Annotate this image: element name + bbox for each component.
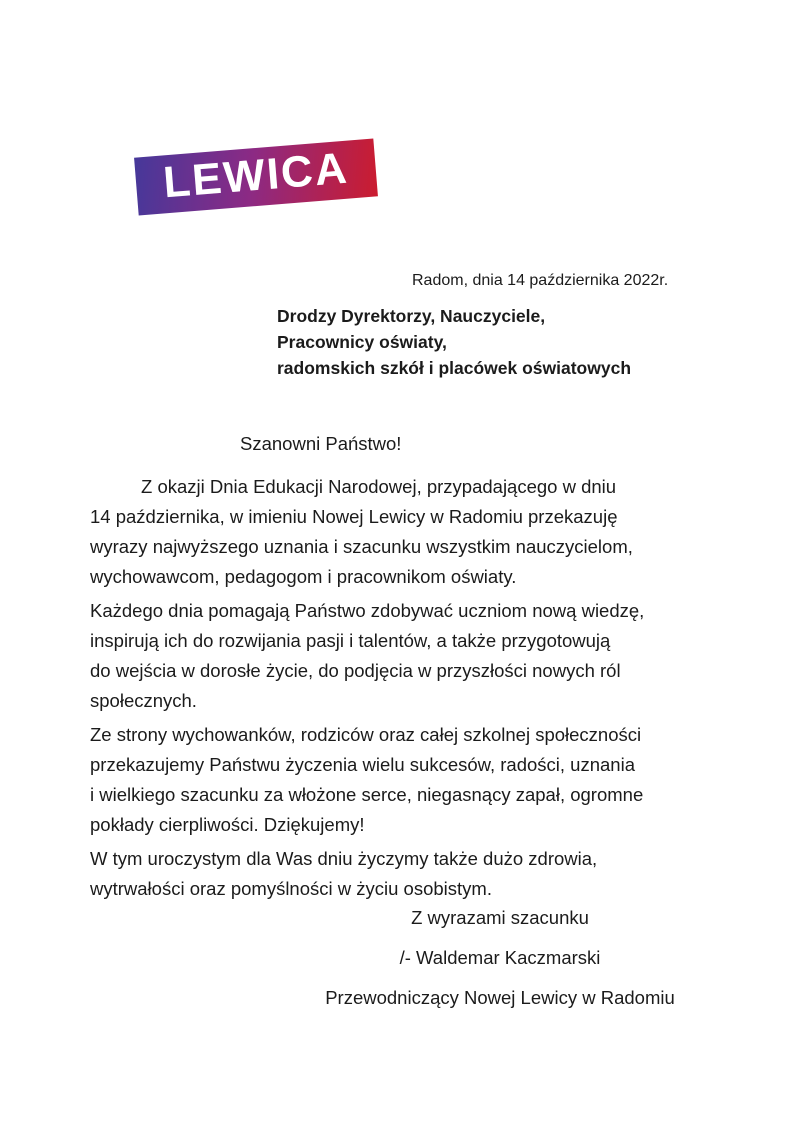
body-paragraph-3	[90, 720, 718, 840]
body-paragraph-2	[90, 596, 718, 716]
letter-body	[90, 429, 718, 908]
paragraph-line: wychowawcom, pedagogom i pracownikom oświaty.	[90, 566, 517, 587]
paragraph-line: inspirują ich do rozwijania pasji i talentów, a także przygotowują	[90, 630, 611, 651]
recipient-block	[277, 303, 631, 381]
paragraph-line: Ze strony wychowanków, rodziców oraz całej szkolnej społeczności	[90, 724, 642, 745]
paragraph-line: W tym uroczystym dla Was dniu życzymy także dużo zdrowia,	[90, 848, 598, 869]
paragraph-line: do wejścia w dorosłe życie, do podjęcia w przyszłości nowych ról	[90, 660, 621, 681]
recipient-line: Drodzy Dyrektorzy, Nauczyciele,	[277, 306, 546, 326]
paragraph-line: pokłady cierpliwości. Dziękujemy!	[90, 814, 365, 835]
body-paragraph-4	[90, 844, 718, 904]
paragraph-line: Z okazji Dnia Edukacji Narodowej, przypadającego w dniu	[141, 476, 617, 497]
signature-name: /- Waldemar Kaczmarski	[399, 947, 601, 968]
paragraph-line: społecznych.	[90, 690, 197, 711]
lewica-logo-wordmark: LEWICA	[161, 143, 351, 207]
paragraph-line: wytrwałości oraz pomyślności w życiu osobistym.	[90, 878, 492, 899]
signature-block	[207, 903, 793, 1023]
recipient-line: Pracownicy oświaty,	[277, 332, 447, 352]
recipient-line: radomskich szkół i placówek oświatowych	[277, 358, 632, 378]
signature-title: Przewodniczący Nowej Lewicy w Radomiu	[325, 987, 675, 1008]
lewica-logo	[134, 138, 378, 215]
dateline: Radom, dnia 14 października 2022r.	[412, 272, 669, 289]
paragraph-line: Każdego dnia pomagają Państwo zdobywać uczniom nową wiedzę,	[90, 600, 645, 621]
paragraph-line: wyrazy najwyższego uznania i szacunku wszystkim nauczycielom,	[90, 536, 633, 557]
signature-closing: Z wyrazami szacunku	[411, 907, 589, 928]
paragraph-line: 14 października, w imieniu Nowej Lewicy w Radomiu przekazuję	[90, 506, 618, 527]
salutation: Szanowni Państwo!	[240, 433, 402, 454]
body-paragraph-1	[90, 472, 718, 592]
paragraph-line: i wielkiego szacunku za włożone serce, niegasnący zapał, ogromne	[90, 784, 644, 805]
paragraph-line: przekazujemy Państwu życzenia wielu sukcesów, radości, uznania	[90, 754, 635, 775]
